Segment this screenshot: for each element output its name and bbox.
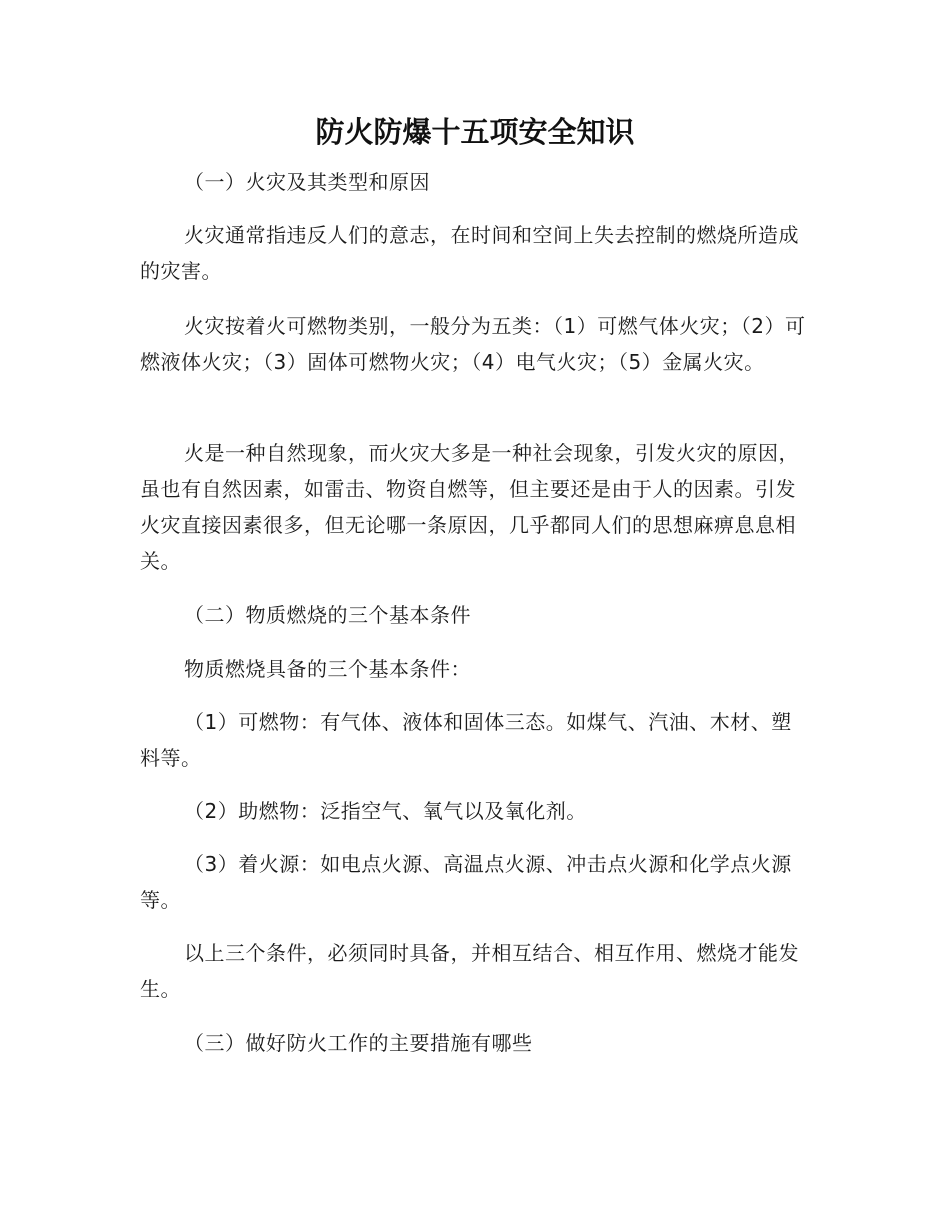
paragraph-ignition-source: （3）着火源：如电点火源、高温点火源、冲击点火源和化学点火源等。 bbox=[140, 852, 792, 912]
section-heading-1: （一）火灾及其类型和原因 bbox=[184, 170, 430, 194]
section-heading-3: （三）做好防火工作的主要措施有哪些 bbox=[184, 1031, 533, 1055]
paragraph-fire-definition: 火灾通常指违反人们的意志，在时间和空间上失去控制的燃烧所造成的灾害。 bbox=[140, 223, 799, 283]
document-title: 防火防爆十五项安全知识 bbox=[315, 115, 635, 149]
paragraph-conditions-summary: 以上三个条件，必须同时具备，并相互结合、相互作用、燃烧才能发生。 bbox=[140, 941, 799, 1001]
section-heading-2: （二）物质燃烧的三个基本条件 bbox=[184, 603, 471, 627]
paragraph-oxidizer: （2）助燃物：泛指空气、氧气以及氧化剂。 bbox=[184, 799, 587, 823]
paragraph-fire-types: 火灾按着火可燃物类别，一般分为五类：（1）可燃气体火灾；（2）可燃液体火灾；（3）固体可燃物火灾；（4）电气火灾；（5）金属火灾。 bbox=[140, 314, 806, 374]
paragraph-conditions-intro: 物质燃烧具备的三个基本条件： bbox=[184, 657, 471, 681]
paragraph-fire-causes: 火是一种自然现象，而火灾大多是一种社会现象，引发火灾的原因，虽也有自然因素，如雷击、物资自燃等，但主要还是由于人的因素。引发火灾直接因素很多，但无论哪一条原因，几乎都同人们的思想麻痹息息相关。 bbox=[140, 441, 799, 573]
paragraph-combustible: （1）可燃物：有气体、液体和固体三态。如煤气、汽油、木材、塑料等。 bbox=[140, 710, 792, 770]
